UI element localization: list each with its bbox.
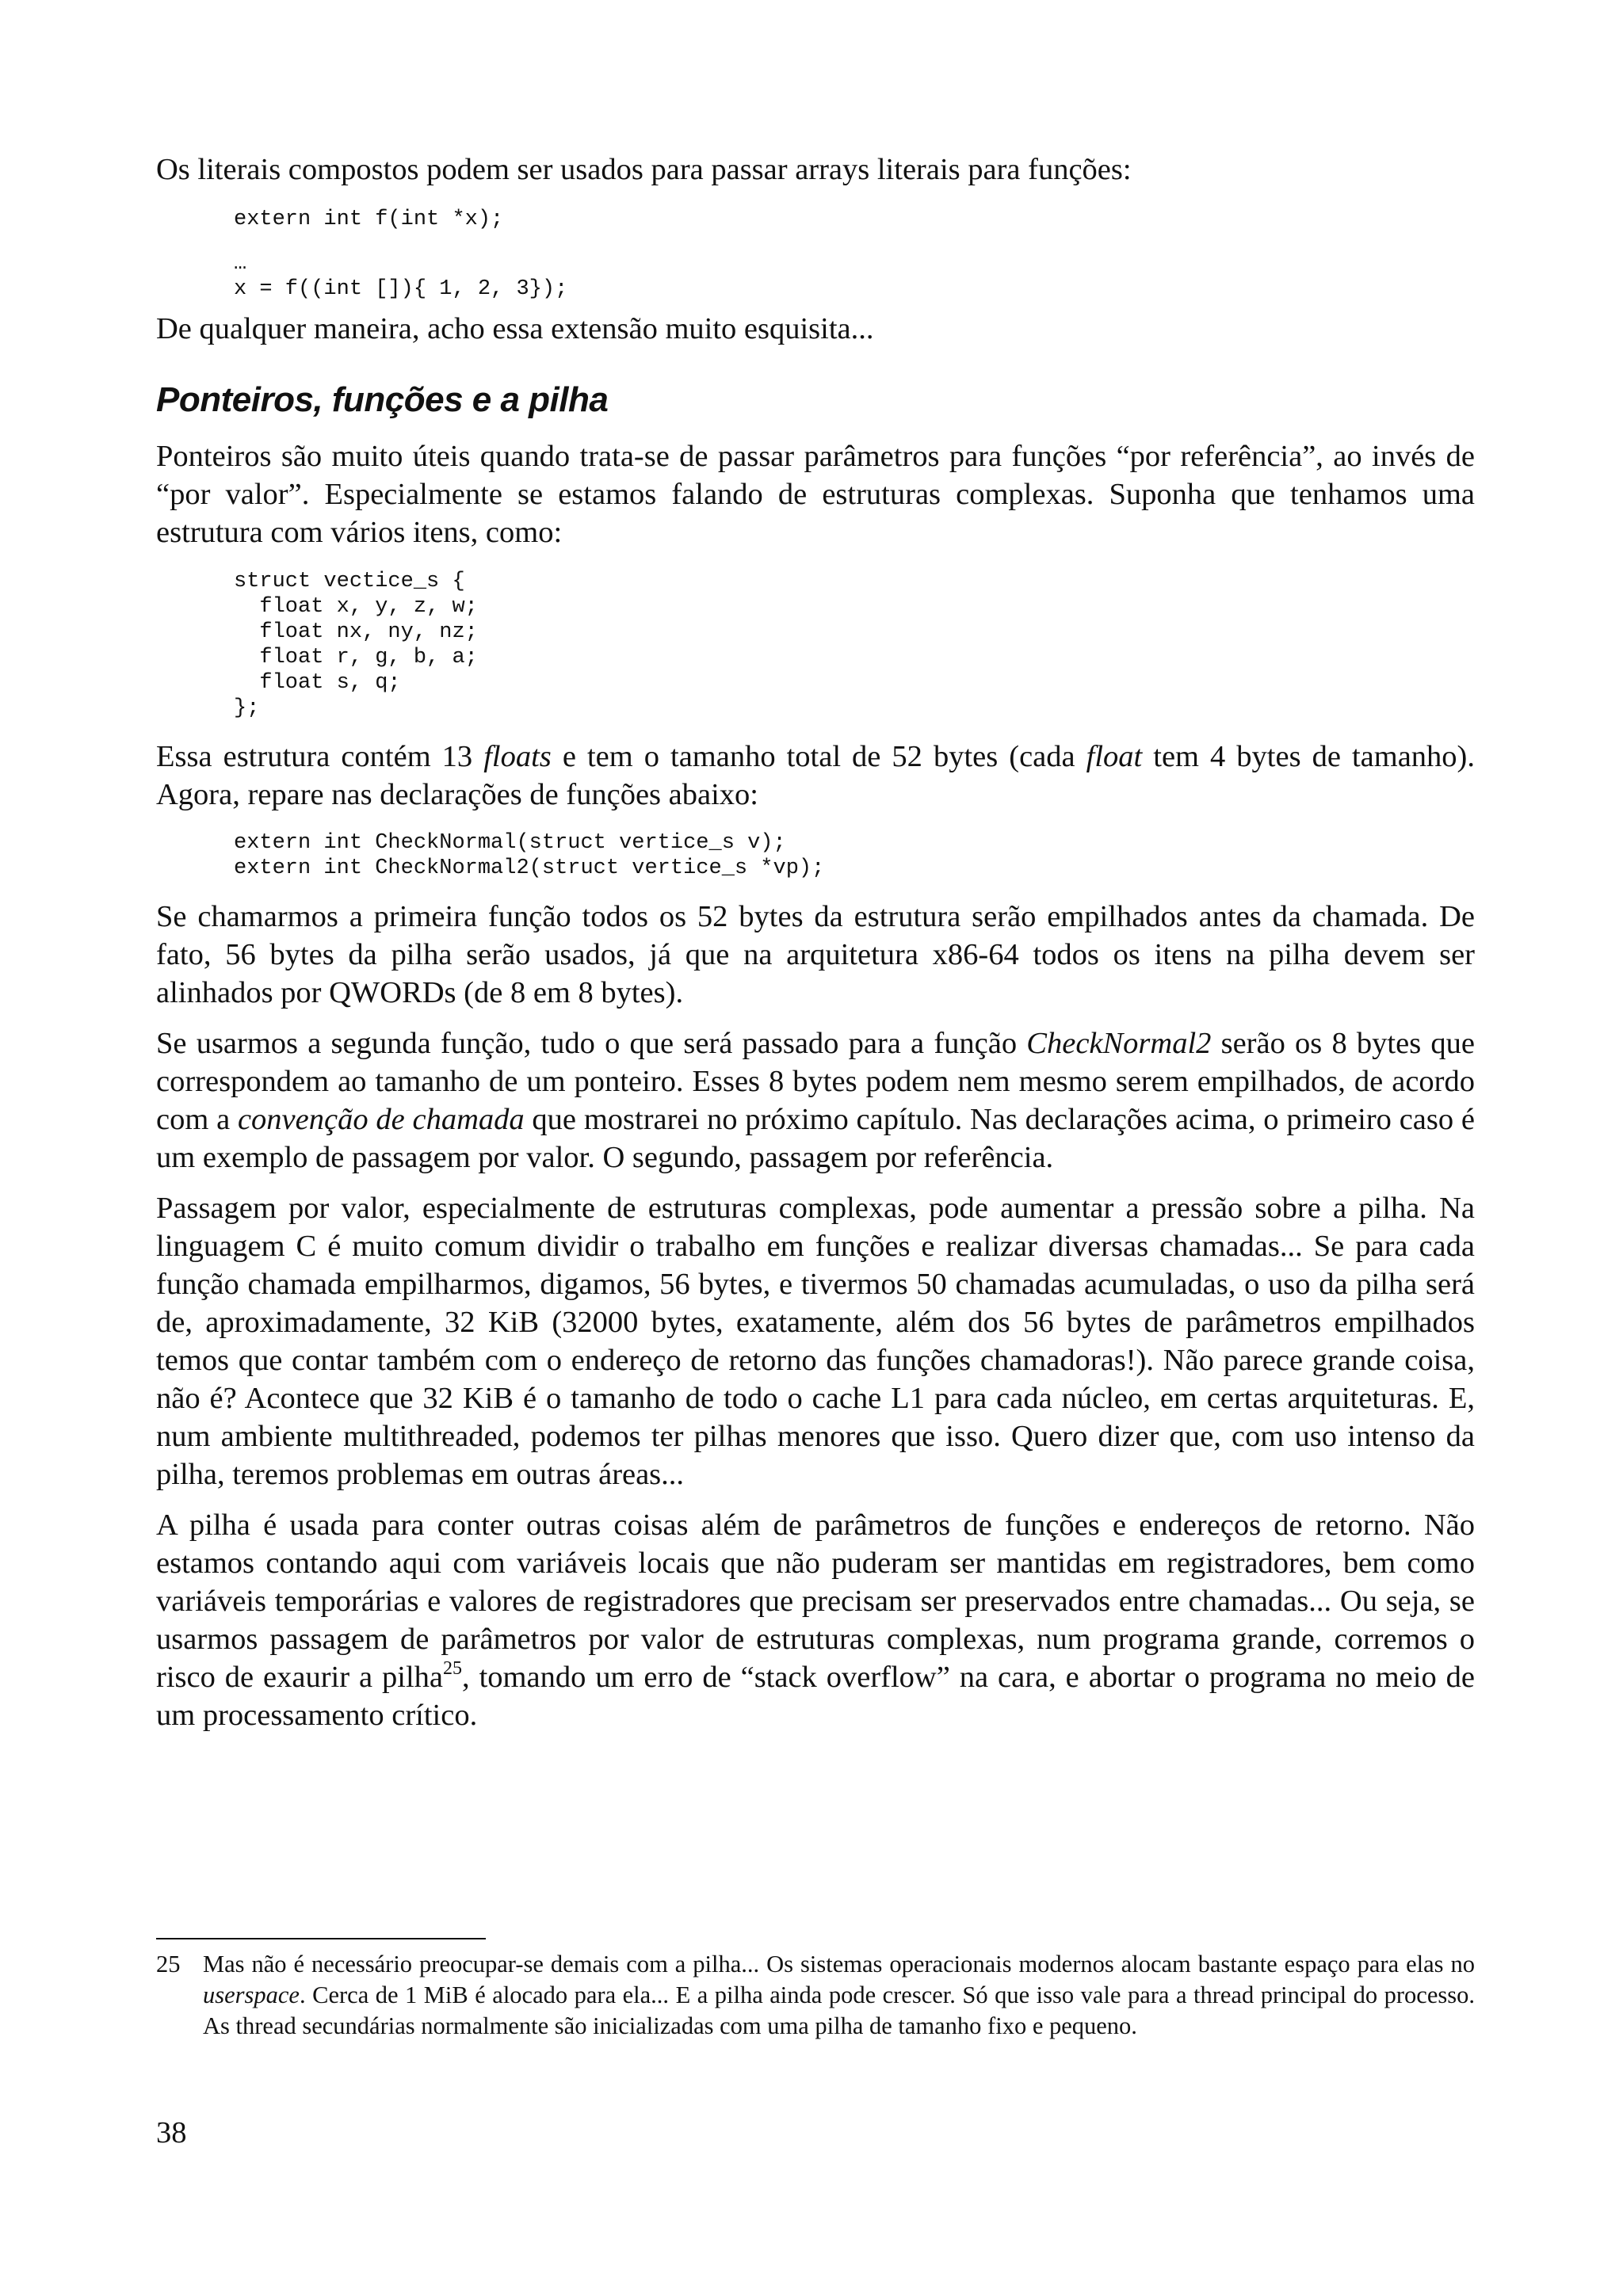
footnote-divider <box>156 1938 486 1939</box>
page-number: 38 <box>156 2116 187 2149</box>
footnote-number: 25 <box>156 1951 181 1978</box>
footnote-text: Mas não é necessário preocupar-se demais com a pilha... Os sistemas operacionais modernos alocam bastante espaço para elas no userspace. Cerca de 1 MiB é alocado para ela... E a pilha ainda pode crescer. Só que isso vale para a thread principal do processo. As thread secundárias normalmente são inicializadas com uma pilha de tamanho fixo e pequeno. <box>203 1951 1475 2039</box>
footnote-reference[interactable]: 25 <box>443 1658 463 1679</box>
paragraph-second-function: Se usarmos a segunda função, tudo o que será passado para a função CheckNormal2 serão os 8 bytes que correspondem ao tamanho de um ponteiro. Esses 8 bytes podem nem mesmo serem empilhados, de acordo com a convenção de chamada que mostrarei no próximo capítulo. Nas declarações acima, o primeiro caso é um exemplo de passagem por valor. O segundo, passagem por referência. <box>156 1027 1475 1174</box>
paragraph-struct-size: Essa estrutura contém 13 floats e tem o tamanho total de 52 bytes (cada float tem 4 bytes de tamanho). Agora, repare nas declarações de funções abaixo: <box>156 740 1475 811</box>
code-block-function-declarations: extern int CheckNormal(struct vertice_s v); extern int CheckNormal2(struct vertice_s *vp); <box>234 831 825 880</box>
paragraph-stack-pressure: Passagem por valor, especialmente de estruturas complexas, pode aumentar a pressão sobre a pilha. Na linguagem C é muito comum dividir o trabalho em funções e realizar diversas chamadas... Se para cada função chamada empilharmos, digamos, 56 bytes, e tivermos 50 chamadas acumuladas, o uso da pilha será de, aproximadamente, 32 KiB (32000 bytes, exatamente, além dos 56 bytes de parâmetros empilhados temos que contar também com o endereço de retorno das funções chamadoras!). Não parece grande coisa, não é? Acontece que 32 KiB é o tamanho de todo o cache L1 para cada núcleo, em certas arquiteturas. E, num ambiente multithreaded, podemos ter pilhas menores que isso. Quero dizer que, com uso intenso da pilha, teremos problemas em outras áreas... <box>156 1192 1475 1491</box>
code-ellipsis: … <box>234 252 247 276</box>
footnote <box>156 1949 1475 2042</box>
code-block-compound-literal-declaration: extern int f(int *x); <box>234 208 504 231</box>
paragraph-first-function: Se chamarmos a primeira função todos os 52 bytes da estrutura serão empilhados antes da chamada. De fato, 56 bytes da pilha serão usados, já que na arquitetura x86-64 todos os itens na pilha devem ser alinhados por QWORDs (de 8 em 8 bytes). <box>156 900 1475 1009</box>
page-content <box>156 151 1475 1734</box>
paragraph-pointers-intro: Ponteiros são muito úteis quando trata-se de passar parâmetros para funções “por referência”, ao invés de “por valor”. Especialmente se estamos falando de estruturas complexas. Suponha que tenhamos uma estrutura com vários itens, como: <box>156 440 1475 549</box>
code-block-compound-literal-call: x = f((int []){ 1, 2, 3}); <box>234 277 568 301</box>
paragraph-intro: Os literais compostos podem ser usados para passar arrays literais para funções: <box>156 153 1132 186</box>
section-title: Ponteiros, funções e a pilha <box>156 380 609 419</box>
paragraph-stack-usage: A pilha é usada para conter outras coisas além de parâmetros de funções e endereços de retorno. Não estamos contando aqui com variáveis locais que não puderam ser mantidas em registradores, bem como variáveis temporárias e valores de registradores que precisam ser preservados entre chamadas... Ou seja, se usarmos passagem de parâmetros por valor de estruturas complexas, num programa grande, corremos o risco de exaurir a pilha$^{25}$, tomando um erro de “stack overflow” na cara, e abortar o programa no meio de um processamento crítico. <box>156 1508 1475 1732</box>
code-block-struct: struct vectice_s { float x, y, z, w; float nx, ny, nz; float r, g, b, a; float s, q; }; <box>234 570 478 720</box>
paragraph-comment: De qualquer maneira, acho essa extensão muito esquisita... <box>156 312 874 345</box>
